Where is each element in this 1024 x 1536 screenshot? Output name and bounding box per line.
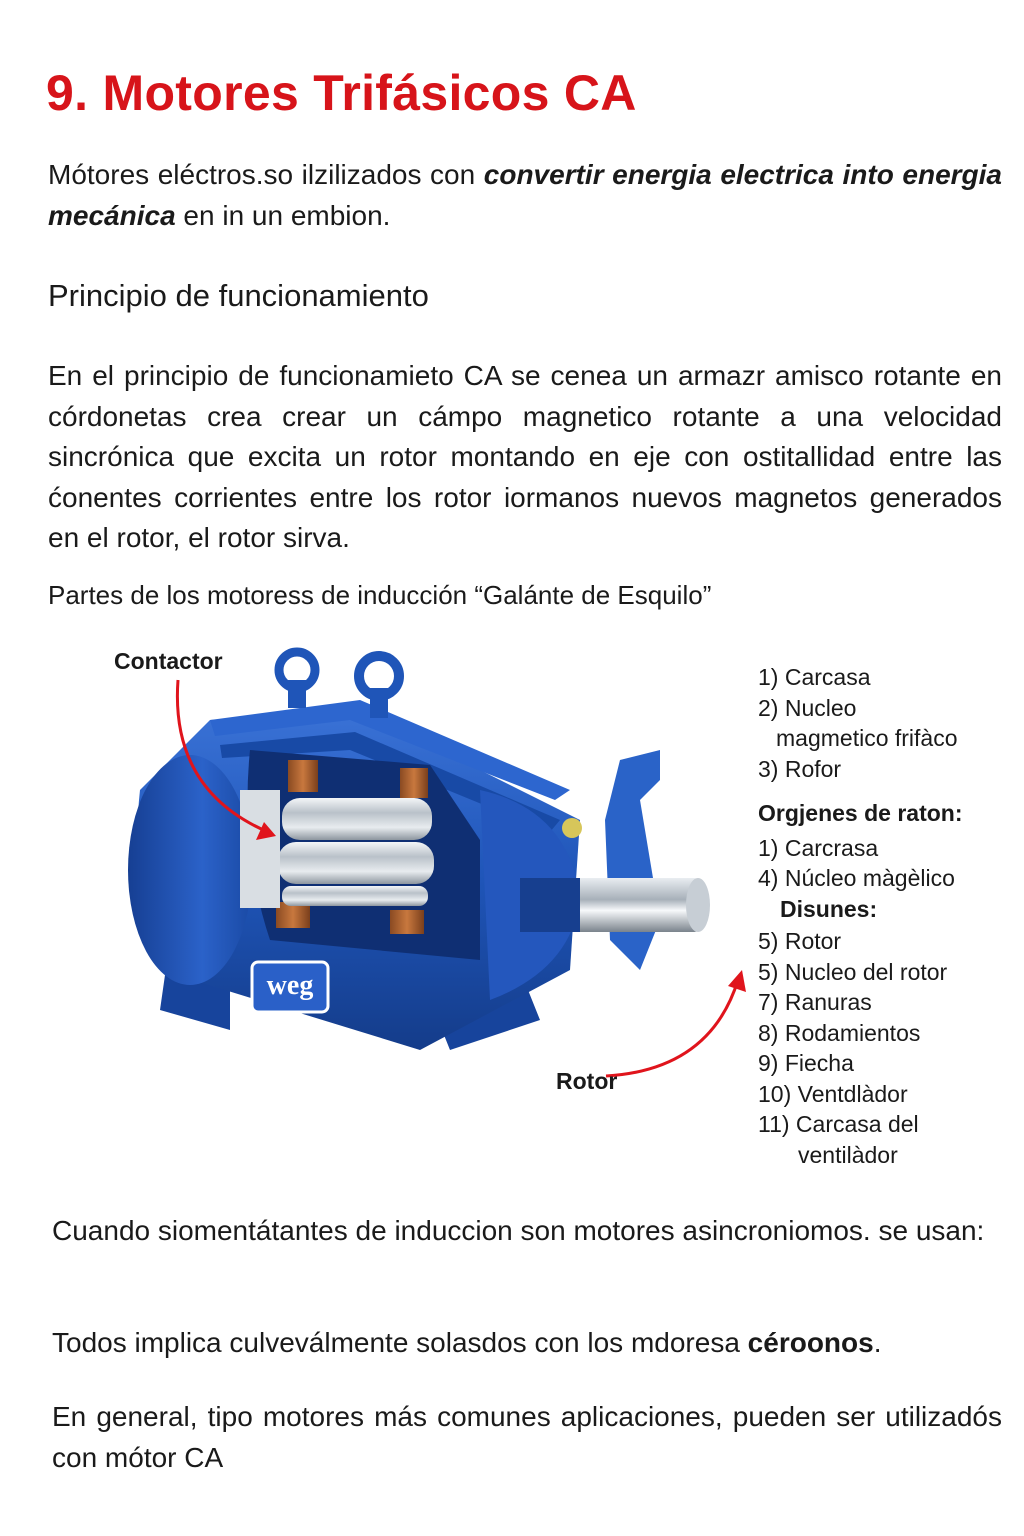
bottom-paragraph-1: Cuando siomentátantes de induccion son motores asincroniomos. se usan: bbox=[52, 1215, 985, 1246]
bottom-paragraph-2 bbox=[52, 1322, 1002, 1363]
bottom-p2-bold: céroonos bbox=[747, 1327, 874, 1358]
list-item: 1) Carcrasa bbox=[758, 834, 879, 861]
intro-paragraph bbox=[48, 154, 1002, 236]
motor-illustration bbox=[100, 640, 760, 1110]
parts-list bbox=[758, 662, 1008, 1170]
list-item: 4) Núcleo màgèlico bbox=[758, 865, 955, 891]
principle-heading: Principio de funcionamiento bbox=[48, 278, 429, 313]
bottom-p2-lead: Todos implica culveválmente solasdos con los mdoresa bbox=[52, 1327, 748, 1358]
list-item: ventilàdor bbox=[798, 1141, 898, 1168]
intro-emphasis: convertir energia electrica into energia mecánica bbox=[48, 159, 1002, 231]
page-title: 9. Motores Trifásicos CA bbox=[46, 65, 637, 121]
list-item: 11) Carcasa del bbox=[758, 1111, 919, 1137]
list-item: 7) Ranuras bbox=[758, 989, 872, 1015]
list-item: 1) Carcasa bbox=[758, 664, 871, 690]
list-item: 5) Rotor bbox=[758, 928, 842, 954]
list-item: 5) Nucleo del rotor bbox=[758, 958, 948, 985]
callout-contactor: Contactor bbox=[114, 648, 223, 674]
motor-logo: weg bbox=[266, 970, 314, 1001]
callout-rotor: Rotor bbox=[556, 1068, 618, 1094]
bottom-p2-tail: . bbox=[873, 1327, 882, 1358]
list-group-heading: Orgjenes de raton: bbox=[758, 800, 963, 826]
list-subgroup-heading: Disunes: bbox=[780, 895, 878, 922]
callout-arrows bbox=[100, 640, 760, 1110]
list-item: 2) Nucleo bbox=[758, 694, 857, 721]
list-item: 8) Rodamientos bbox=[758, 1019, 921, 1046]
list-item: 3) Rofor bbox=[758, 755, 842, 782]
list-item: 10) Ventdlàdor bbox=[758, 1080, 908, 1107]
intro-tail: en in un embion. bbox=[175, 200, 391, 231]
parts-heading: Partes de los motoress de inducción “Galánte de Esquilo” bbox=[48, 580, 712, 610]
list-item: 9) Fiecha bbox=[758, 1050, 854, 1076]
list-item: magmetico frifàco bbox=[776, 725, 958, 751]
bottom-paragraph-3: En general, tipo motores más comunes aplicaciones, pueden ser utilizadós con mótor CA bbox=[52, 1401, 1002, 1473]
principle-paragraph: En el principio de funcionamieto CA se cenea un armazr amisco rotante en córdonetas crea crear un cámpo magnetico rotante a una velocidad sincrónica que excita un rotor montando en eje con ostitallidad entre las ćonentes corrientes entre los rotor iormanos nuevos magnetos generados en el rotor, el rotor sirva. bbox=[48, 360, 1002, 553]
intro-lead: Mótores eléctros.so ilzilizados con bbox=[48, 159, 484, 190]
